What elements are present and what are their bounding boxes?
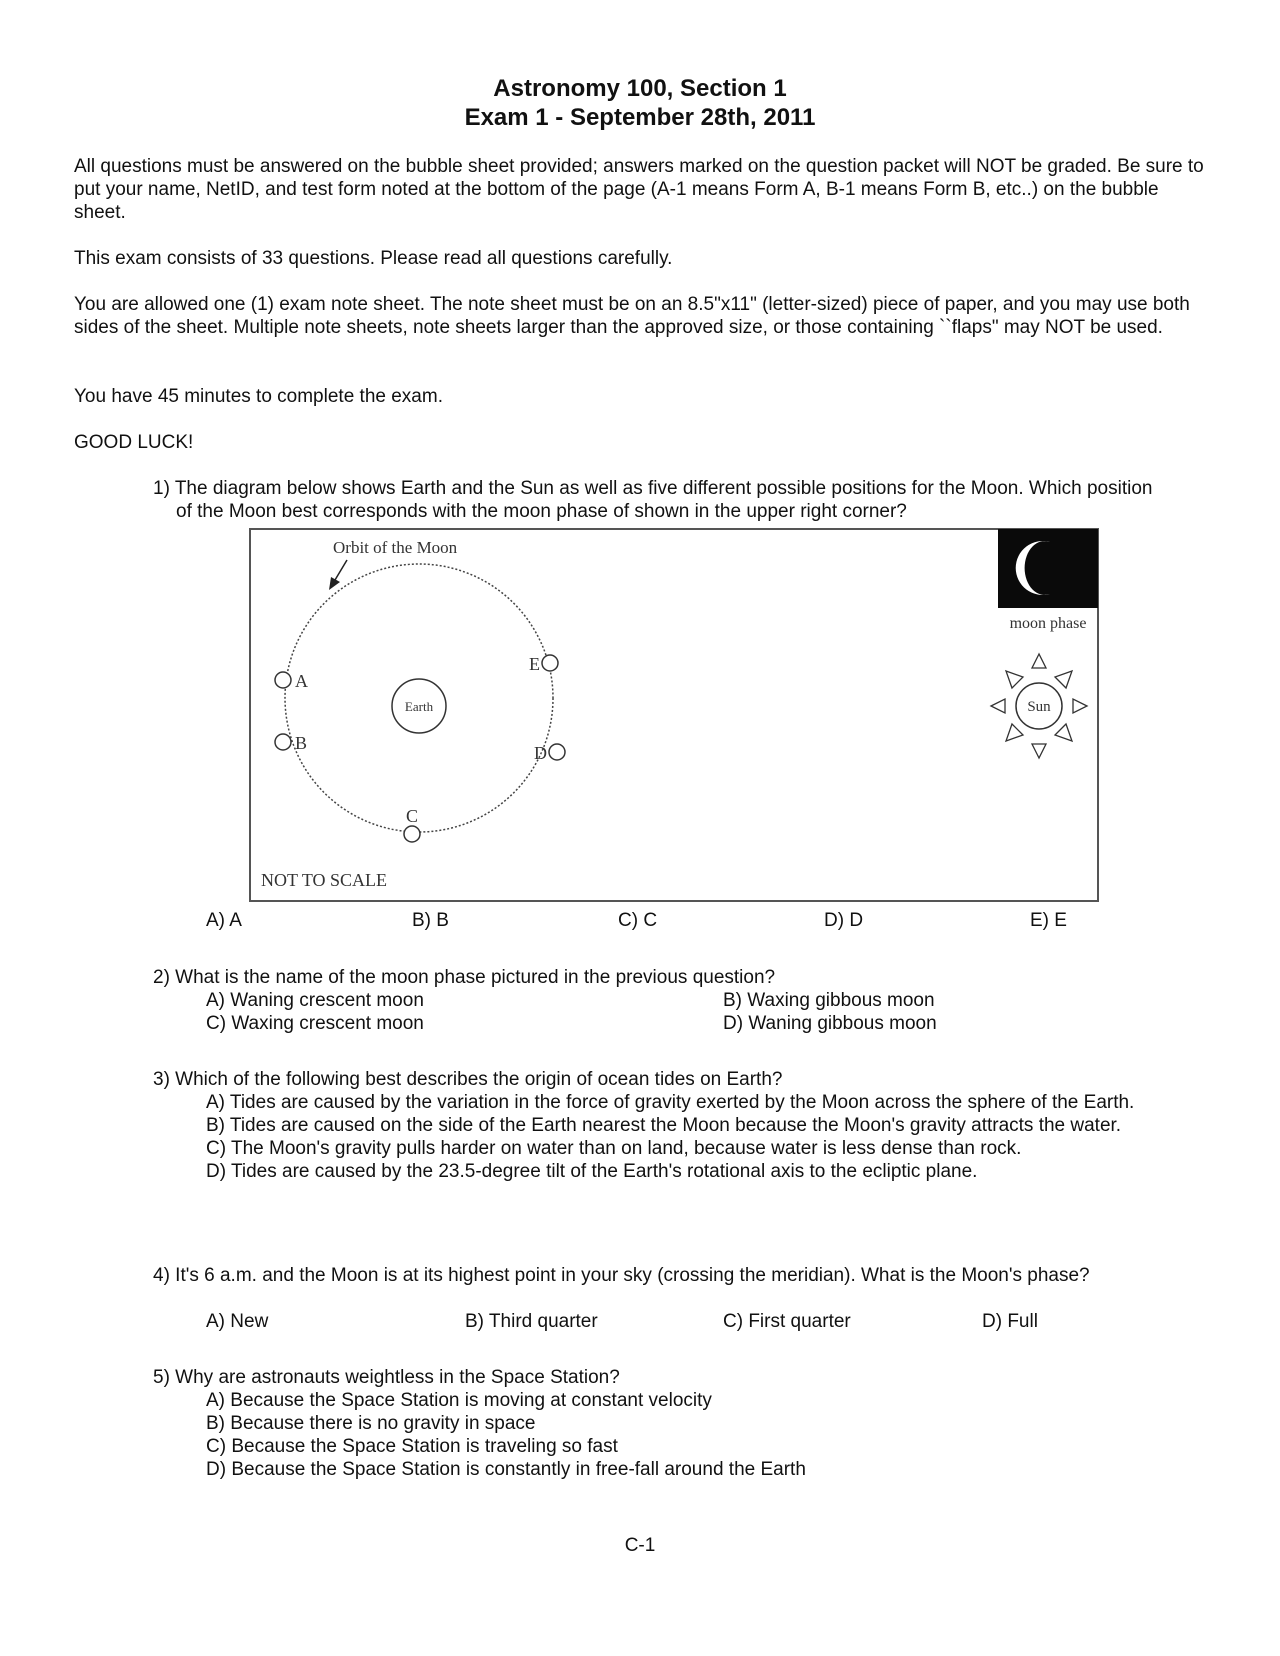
orbit-label: Orbit of the Moon xyxy=(333,538,458,557)
q1-option-a: A) A xyxy=(206,910,242,931)
question-2 xyxy=(153,966,1173,989)
question-3 xyxy=(153,1068,1173,1183)
moon-position-a xyxy=(275,672,291,688)
q2-option-b: B) Waxing gibbous moon xyxy=(723,990,935,1011)
question-2-options-row-1 xyxy=(0,989,1280,1012)
exam-title: Astronomy 100, Section 1 xyxy=(493,75,787,102)
moon-position-b xyxy=(275,734,291,750)
moon-position-d-label: D xyxy=(534,743,547,763)
question-1-text: 1) The diagram below shows Earth and the Sun as well as five different possible positions for the Moon. Which position of the Moon best corresponds with the moon phase of shown in the upper right corner? xyxy=(153,478,1153,522)
moon-orbit-diagram xyxy=(249,528,1099,902)
moon-position-b-label: B xyxy=(295,733,308,753)
q5-option-d: D) Because the Space Station is constantly in free-fall around the Earth xyxy=(206,1459,806,1480)
instruction-bubble-sheet: All questions must be answered on the bubble sheet provided; answers marked on the question packet will NOT be graded. Be sure to put your name, NetID, and test form noted at the bottom of the page (A-1 means Form A, B-1 means Form B, etc..) on the bubble sheet. xyxy=(74,156,1204,223)
moon-position-d xyxy=(549,744,565,760)
instruction-note-sheet: You are allowed one (1) exam note sheet. The note sheet must be on an 8.5"x11" (letter-sized) piece of paper, and you may use both sides of the sheet. Multiple note sheets, note sheets larger than the approved size, or those containing ``flaps" may NOT be used. xyxy=(74,294,1190,338)
diagram-border xyxy=(250,529,1098,901)
q1-option-e: E) E xyxy=(1030,910,1067,931)
q3-option-d: D) Tides are caused by the 23.5-degree tilt of the Earth's rotational axis to the ecliptic plane. xyxy=(206,1161,978,1182)
q2-option-d: D) Waning gibbous moon xyxy=(723,1013,937,1034)
q5-option-b: B) Because there is no gravity in space xyxy=(206,1413,536,1434)
q4-option-a: A) New xyxy=(206,1311,269,1332)
question-4-options xyxy=(0,1310,1280,1333)
moon-position-e xyxy=(542,655,558,671)
question-3-text: 3) Which of the following best describes the origin of ocean tides on Earth? xyxy=(153,1069,783,1090)
q1-option-c: C) C xyxy=(618,910,658,931)
q1-option-d: D) D xyxy=(824,910,864,931)
q3-option-b: B) Tides are caused on the side of the Earth nearest the Moon because the Moon's gravity attracts the water. xyxy=(206,1115,1122,1136)
q2-option-a: A) Waning crescent moon xyxy=(206,990,424,1011)
moon-phase-label: moon phase xyxy=(1009,615,1087,632)
instruction-good-luck: GOOD LUCK! xyxy=(74,432,194,453)
question-5 xyxy=(153,1366,1173,1481)
question-1 xyxy=(153,477,1173,523)
question-1-options xyxy=(0,909,1280,932)
instruction-question-count: This exam consists of 33 questions. Please read all questions carefully. xyxy=(74,248,673,269)
q5-option-a: A) Because the Space Station is moving at constant velocity xyxy=(206,1390,712,1411)
q4-option-b: B) Third quarter xyxy=(465,1311,598,1332)
q3-option-a: A) Tides are caused by the variation in the force of gravity exerted by the Moon across the sphere of the Earth. xyxy=(206,1092,1135,1113)
q3-option-c: C) The Moon's gravity pulls harder on water than on land, because water is less dense than rock. xyxy=(206,1138,1022,1159)
exam-subtitle: Exam 1 - September 28th, 2011 xyxy=(464,104,816,131)
moon-phase-image xyxy=(998,529,1098,608)
question-2-text: 2) What is the name of the moon phase pictured in the previous question? xyxy=(153,967,776,988)
moon-position-c xyxy=(404,826,420,842)
moon-position-c-label: C xyxy=(405,806,419,826)
q2-option-c: C) Waxing crescent moon xyxy=(206,1013,424,1034)
question-4-text: 4) It's 6 a.m. and the Moon is at its highest point in your sky (crossing the meridian). What is the Moon's phase? xyxy=(153,1265,1090,1286)
q4-option-d: D) Full xyxy=(982,1311,1038,1332)
question-5-text: 5) Why are astronauts weightless in the Space Station? xyxy=(153,1367,620,1388)
question-4 xyxy=(153,1264,1173,1287)
q1-option-b: B) B xyxy=(412,910,449,931)
q5-option-c: C) Because the Space Station is traveling so fast xyxy=(206,1436,618,1457)
question-2-options-row-2 xyxy=(0,1012,1280,1035)
q4-option-c: C) First quarter xyxy=(723,1311,851,1332)
earth-label: Earth xyxy=(404,699,434,714)
instruction-time-limit: You have 45 minutes to complete the exam. xyxy=(74,386,443,407)
test-form-code: C-1 xyxy=(624,1535,656,1556)
moon-position-a-label: A xyxy=(295,671,308,691)
not-to-scale-note: NOT TO SCALE xyxy=(261,870,388,890)
sun-label: Sun xyxy=(1027,699,1051,715)
moon-position-e-label: E xyxy=(529,654,540,674)
